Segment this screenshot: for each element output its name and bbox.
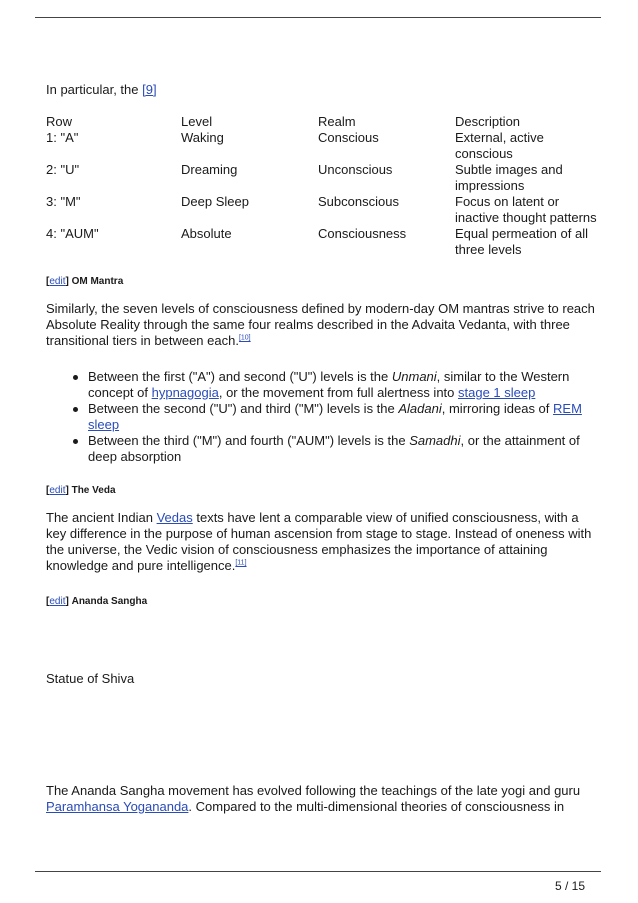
ananda-sangha-heading (46, 596, 147, 608)
table-row (46, 130, 598, 162)
section-title: OM Mantra (71, 276, 124, 287)
list-text: Between the first ("A") and second ("U") levels is the (88, 369, 392, 384)
edit-link[interactable]: edit (49, 596, 66, 607)
table-cell: 3: "M" (46, 194, 81, 209)
edit-link[interactable]: edit (49, 485, 66, 496)
bracket-open: [ (46, 596, 50, 607)
table-cell: Dreaming (181, 162, 238, 177)
term-samadhi: Samadhi (409, 433, 461, 448)
list-text: , similar to the Western concept of (88, 369, 570, 400)
bracket-open: [ (46, 485, 50, 496)
ref-11-link[interactable]: [11] (235, 559, 247, 567)
section-title: The Veda (71, 485, 116, 496)
table-cell: Absolute (181, 226, 232, 241)
list-text: Between the third ("M") and fourth ("AUM") levels is the (88, 433, 410, 448)
table-row (46, 194, 598, 226)
term-aladani: Aladani (398, 401, 442, 416)
table-header-cell: Description (455, 114, 521, 129)
list-item (70, 433, 590, 465)
bracket-close: ] (65, 485, 69, 496)
table-header-cell: Level (181, 114, 213, 129)
table-header-row (46, 114, 598, 130)
top-rule (35, 17, 601, 18)
bracket-close: ] (65, 276, 69, 287)
paragraph-text: Similarly, the seven levels of consciousness defined by modern-day OM mantras strive to reach Absolute Reality through the same four realms described in the Advaita Vedanta, with three transitional tiers in between each. (46, 301, 595, 348)
term-unmani: Unmani (391, 369, 437, 384)
table-cell: Focus on latent or inactive thought patterns (455, 194, 597, 225)
list-text: , or the movement from full alertness into (218, 385, 458, 400)
table-header-cell: Row (46, 114, 73, 129)
table-cell: Unconscious (318, 162, 393, 177)
intro-text: In particular, the (46, 82, 143, 97)
ref-10-link[interactable]: [10] (238, 334, 251, 342)
consciousness-table (46, 114, 598, 258)
ref-9-link[interactable]: [9] (142, 82, 157, 97)
table-row (46, 226, 598, 258)
table-cell: Subconscious (318, 194, 399, 209)
vedas-link[interactable]: Vedas (156, 510, 193, 525)
table-header-cell: Realm (318, 114, 356, 129)
veda-paragraph (46, 510, 596, 574)
image-caption: Statue of Shiva (46, 671, 135, 686)
list-text: , mirroring ideas of (441, 401, 554, 416)
table-cell: Equal permeation of all three levels (455, 226, 588, 257)
paragraph-text: texts have lent a comparable view of unified consciousness, with a key difference in the purpose of human ascension from stage to stage. Instead of oneness with the universe, the Vedic vision of consciousness emphasizes the importance of attaining knowledge and pure intelligence. (46, 510, 592, 573)
ananda-sangha-paragraph (46, 783, 596, 815)
paragraph-text: The ancient Indian (46, 510, 157, 525)
edit-link[interactable]: edit (49, 276, 66, 287)
section-title: Ananda Sangha (71, 596, 148, 607)
table-row (46, 162, 598, 194)
table-cell: 1: "A" (46, 130, 79, 145)
paragraph-text: The Ananda Sangha movement has evolved following the teachings of the late yogi and guru (46, 783, 581, 798)
bottom-rule (35, 871, 601, 872)
table-cell: External, active conscious (455, 130, 544, 161)
stage-1-sleep-link[interactable]: stage 1 sleep (458, 385, 536, 400)
om-levels-list (70, 369, 590, 465)
list-text: Between the second ("U") and third ("M") levels is the (88, 401, 399, 416)
veda-heading (46, 485, 116, 497)
bracket-open: [ (46, 276, 50, 287)
bullet-icon (73, 439, 78, 444)
page-number: 5 / 15 (555, 879, 586, 893)
table-cell: Waking (181, 130, 224, 145)
table-cell: Subtle images and impressions (455, 162, 563, 193)
table-cell: Conscious (318, 130, 379, 145)
table-cell: Deep Sleep (181, 194, 249, 209)
om-mantra-paragraph (46, 301, 596, 349)
table-cell: 2: "U" (46, 162, 80, 177)
list-text: , or the attainment of deep absorption (88, 433, 580, 464)
table-cell: Consciousness (318, 226, 407, 241)
hypnagogia-link[interactable]: hypnagogia (151, 385, 219, 400)
bullet-icon (73, 407, 78, 412)
bracket-close: ] (65, 596, 69, 607)
om-mantra-heading (46, 276, 123, 288)
bullet-icon (73, 375, 78, 380)
rem-sleep-link[interactable]: REM sleep (88, 401, 582, 432)
paramhansa-yogananda-link[interactable]: Paramhansa Yogananda (46, 799, 189, 814)
table-cell: 4: "AUM" (46, 226, 99, 241)
list-item (70, 369, 590, 401)
list-item (70, 401, 590, 433)
intro-paragraph (46, 82, 596, 98)
paragraph-text: . Compared to the multi-dimensional theories of consciousness in (188, 799, 565, 814)
